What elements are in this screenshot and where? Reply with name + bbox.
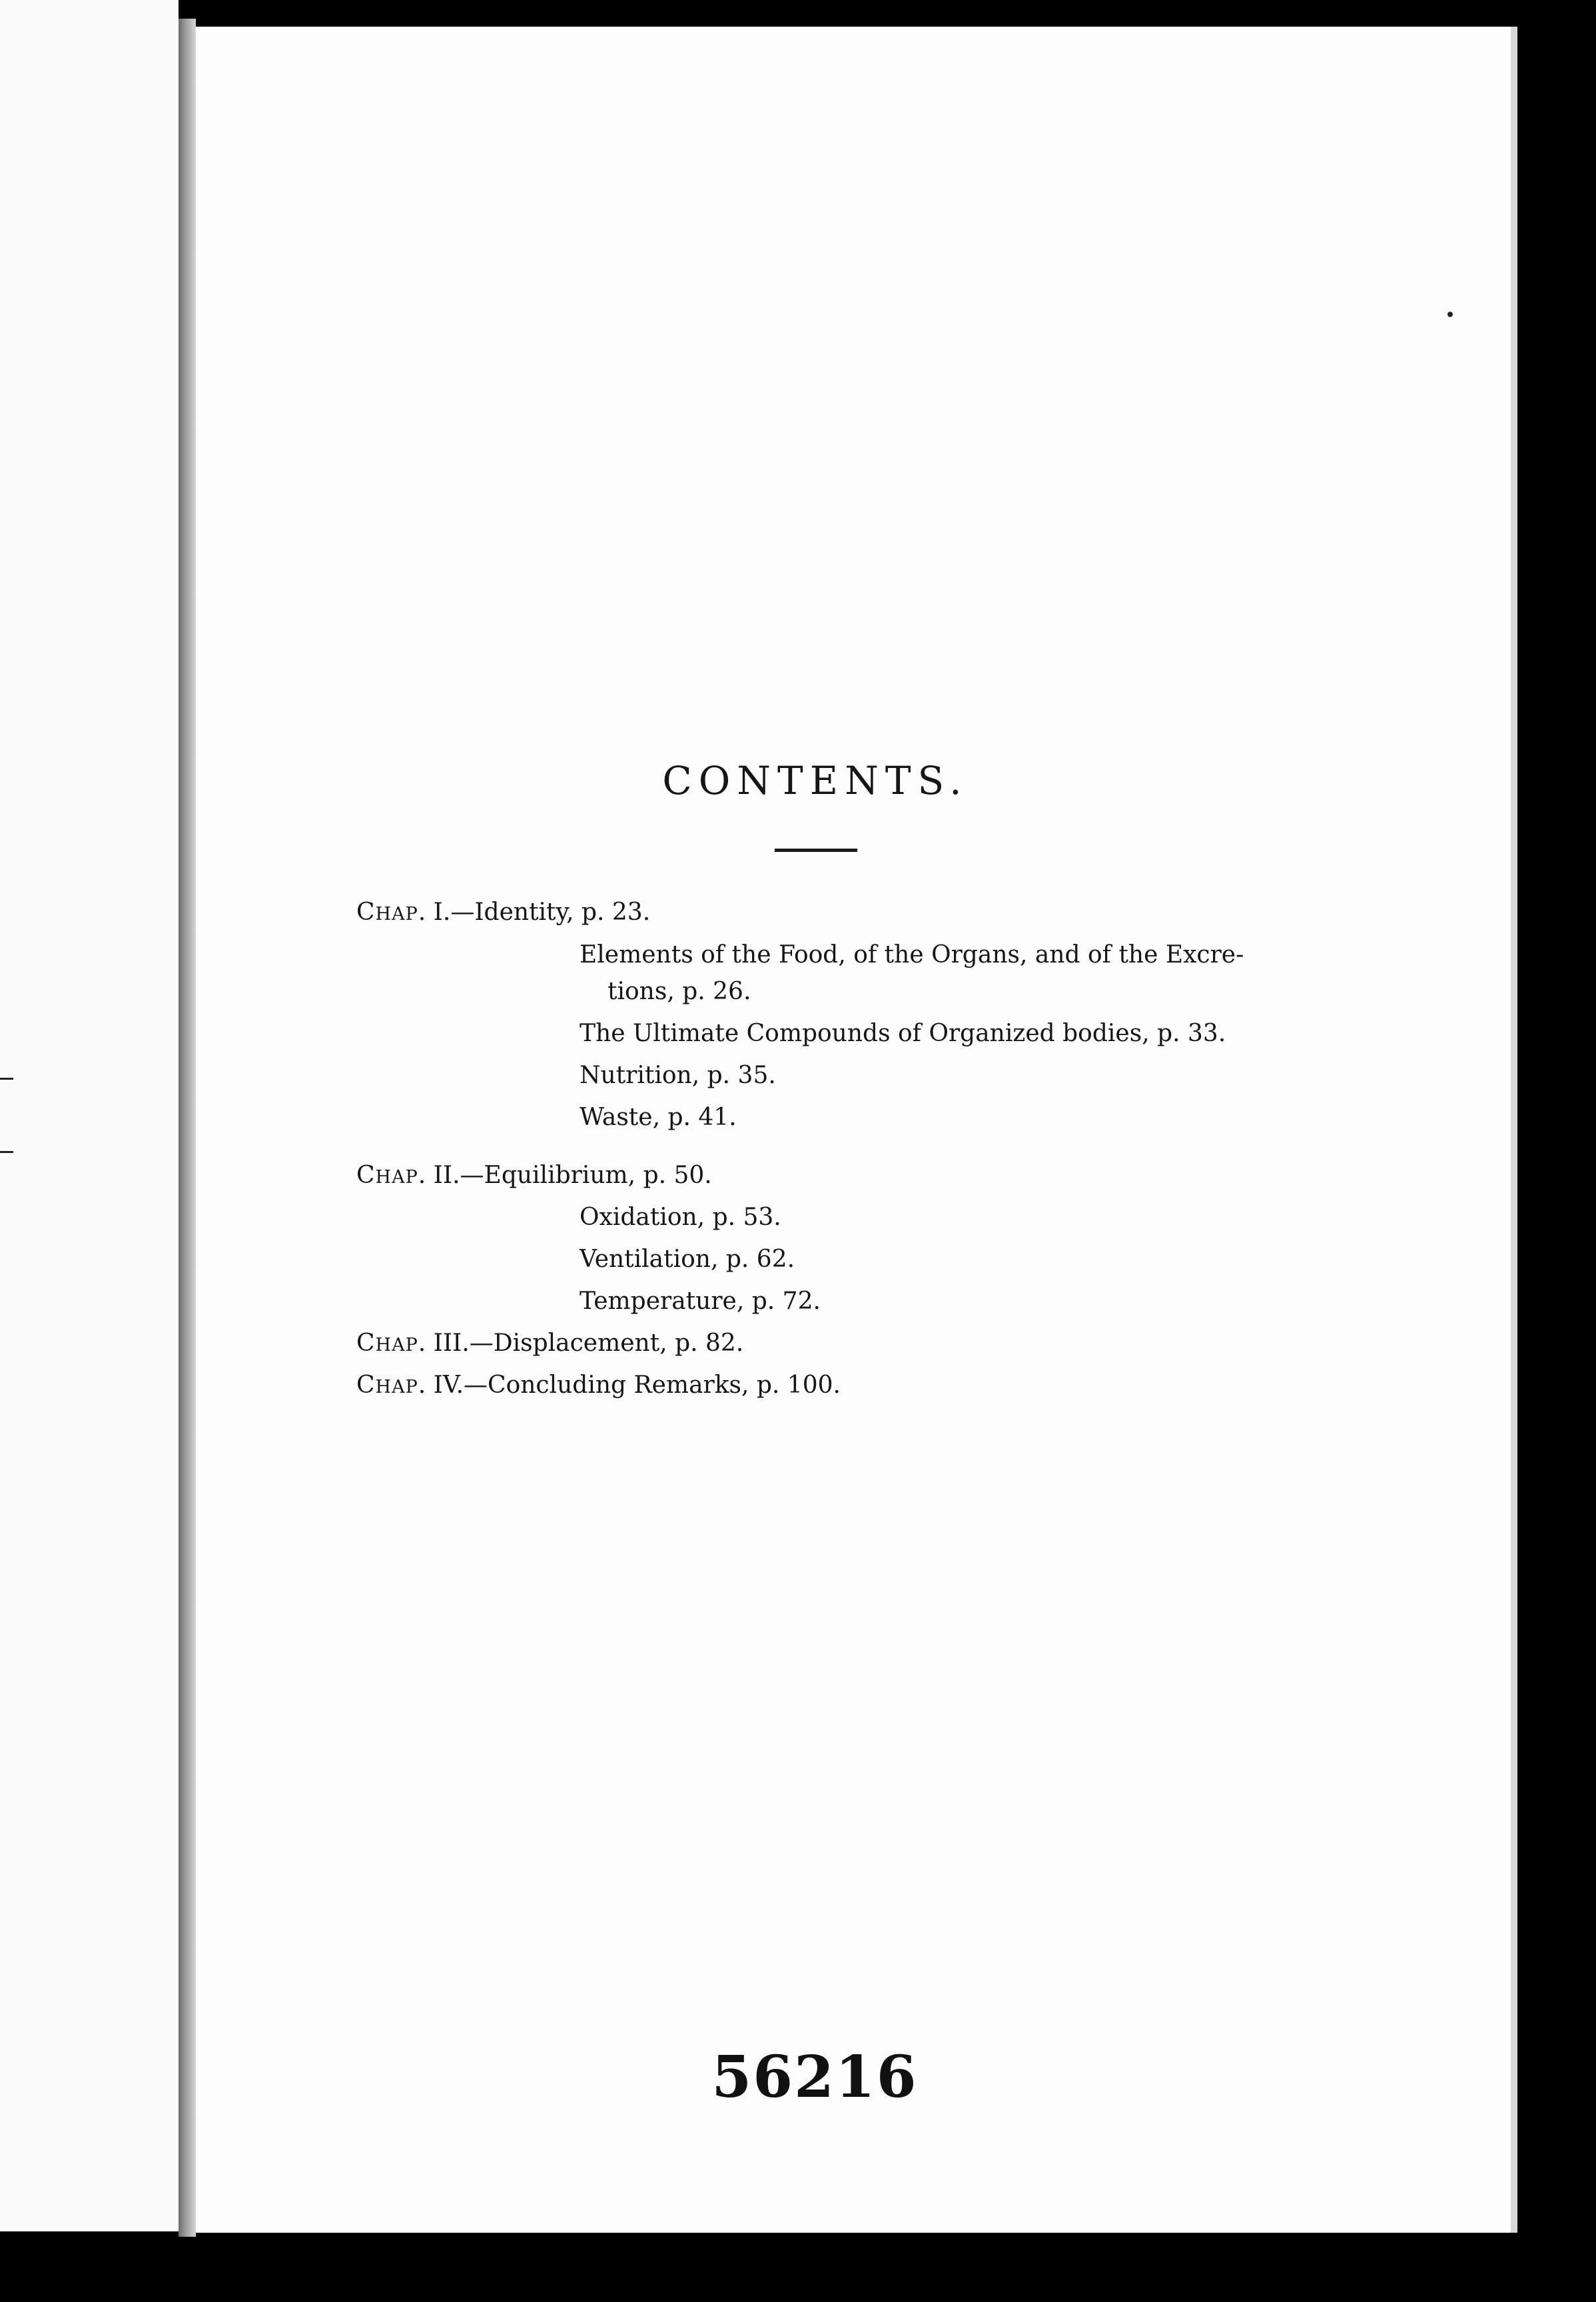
toc-chapter-2-text: . II.—Equilibrium, p. 50. — [418, 1162, 712, 1189]
toc-chapter-4 — [356, 1373, 841, 1397]
toc-section: tions, p. 26. — [607, 978, 751, 1005]
toc-chapter-4-text: . IV.—Concluding Remarks, p. 100. — [418, 1371, 841, 1399]
chapter-word-initial: C — [356, 899, 376, 926]
book-gutter — [179, 19, 196, 2237]
toc-chapter-1 — [356, 901, 650, 925]
toc-section: Nutrition, p. 35. — [580, 1062, 776, 1089]
toc-section: Ventilation, p. 62. — [580, 1246, 795, 1273]
margin-tick — [0, 1078, 13, 1080]
toc-section: Elements of the Food, of the Organs, and of the Excre- — [580, 941, 1244, 968]
chapter-word-initial: C — [356, 1162, 376, 1189]
chapter-word-rest: HAP — [375, 1335, 418, 1355]
margin-tick — [0, 1151, 13, 1153]
toc-section: Temperature, p. 72. — [580, 1288, 821, 1315]
toc-section: Oxidation, p. 53. — [580, 1204, 781, 1231]
toc-section: Waste, p. 41. — [580, 1104, 737, 1131]
toc-section: The Ultimate Compounds of Organized bodies, p. 33. — [580, 1020, 1226, 1047]
title-rule — [775, 849, 857, 852]
toc-chapter-3 — [356, 1332, 743, 1355]
accession-number-stamp: 56216 — [711, 2044, 918, 2111]
chapter-word-rest: HAP — [375, 1167, 418, 1188]
toc-chapter-3-text: . III.—Displacement, p. 82. — [418, 1330, 744, 1357]
facing-page-edge — [0, 0, 179, 2231]
toc-chapter-2 — [356, 1164, 712, 1188]
chapter-word-rest: HAP — [375, 1377, 418, 1397]
book-page — [196, 27, 1517, 2233]
toc-chapter-1-text: . I.—Identity, p. 23. — [418, 899, 651, 926]
page-title: CONTENTS. — [662, 758, 969, 803]
chapter-word-rest: HAP — [375, 904, 418, 925]
chapter-word-initial: C — [356, 1371, 376, 1399]
speck — [1447, 312, 1453, 317]
chapter-word-initial: C — [356, 1330, 376, 1357]
